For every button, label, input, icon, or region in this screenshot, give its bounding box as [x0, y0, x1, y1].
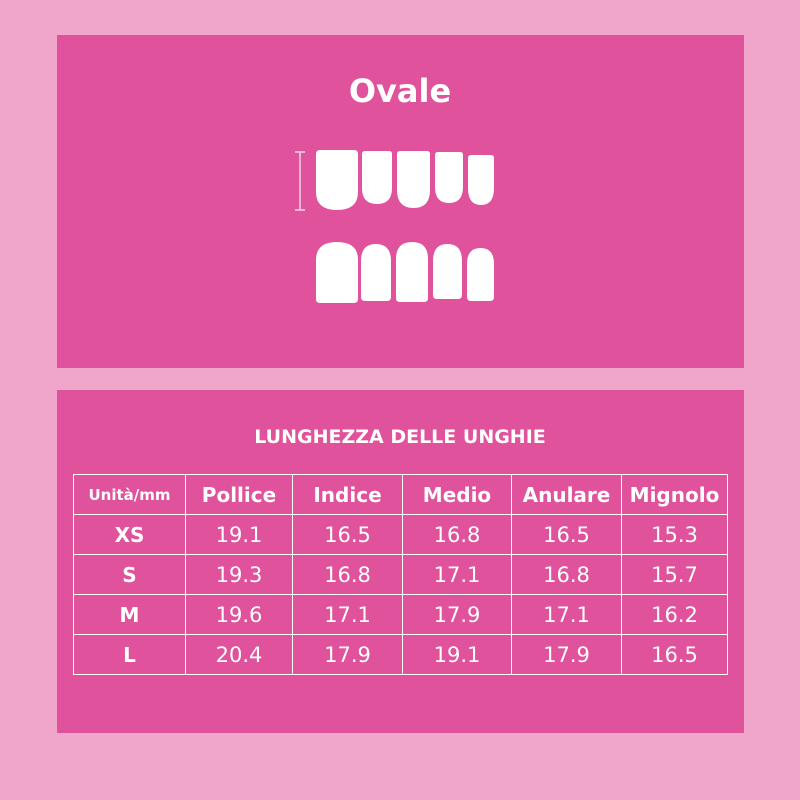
table-cell: 19.1	[403, 635, 512, 675]
nail-pinky-top	[468, 155, 494, 205]
table-cell: 20.4	[186, 635, 293, 675]
nail-thumb-top	[316, 150, 358, 210]
column-header-thumb: Pollice	[186, 475, 293, 515]
table-cell: 17.9	[403, 595, 512, 635]
table-header-row	[74, 475, 728, 515]
table-cell: 16.5	[293, 515, 403, 555]
table-cell: 16.8	[403, 515, 512, 555]
table-cell: 19.1	[186, 515, 293, 555]
nail-index-top	[362, 151, 392, 204]
table-row	[74, 555, 728, 595]
column-header-ring: Anulare	[512, 475, 622, 515]
table-row	[74, 515, 728, 555]
table-cell: 16.8	[293, 555, 403, 595]
nail-length-table	[73, 474, 728, 675]
oval-nails-illustration	[290, 140, 510, 315]
table-cell: 16.8	[512, 555, 622, 595]
nail-ring-top	[435, 152, 463, 203]
table-cell: 17.1	[293, 595, 403, 635]
shape-title: Ovale	[348, 72, 452, 110]
nail-pinky-bottom	[467, 248, 494, 301]
table-cell: 15.7	[622, 555, 728, 595]
table-cell: 17.9	[293, 635, 403, 675]
column-header-pinky: Mignolo	[622, 475, 728, 515]
table-cell: 17.9	[512, 635, 622, 675]
table-cell: 16.5	[622, 635, 728, 675]
column-header-index: Indice	[293, 475, 403, 515]
table-row	[74, 595, 728, 635]
table-cell: 16.2	[622, 595, 728, 635]
nail-index-bottom	[361, 244, 391, 301]
column-header-middle: Medio	[403, 475, 512, 515]
size-label: M	[74, 595, 186, 635]
size-label: S	[74, 555, 186, 595]
table-cell: 17.1	[512, 595, 622, 635]
table-cell: 17.1	[403, 555, 512, 595]
column-header-unit: Unità/mm	[74, 475, 186, 515]
size-label: L	[74, 635, 186, 675]
size-label: XS	[74, 515, 186, 555]
nail-middle-top	[397, 151, 430, 208]
length-indicator-icon	[295, 152, 305, 210]
table-cell: 19.3	[186, 555, 293, 595]
table-row	[74, 635, 728, 675]
nail-middle-bottom	[396, 242, 428, 302]
table-title: LUNGHEZZA DELLE UNGHIE	[254, 426, 546, 448]
nail-thumb-bottom	[316, 242, 358, 303]
table-cell: 15.3	[622, 515, 728, 555]
table-cell: 19.6	[186, 595, 293, 635]
nail-ring-bottom	[433, 244, 462, 299]
table-cell: 16.5	[512, 515, 622, 555]
